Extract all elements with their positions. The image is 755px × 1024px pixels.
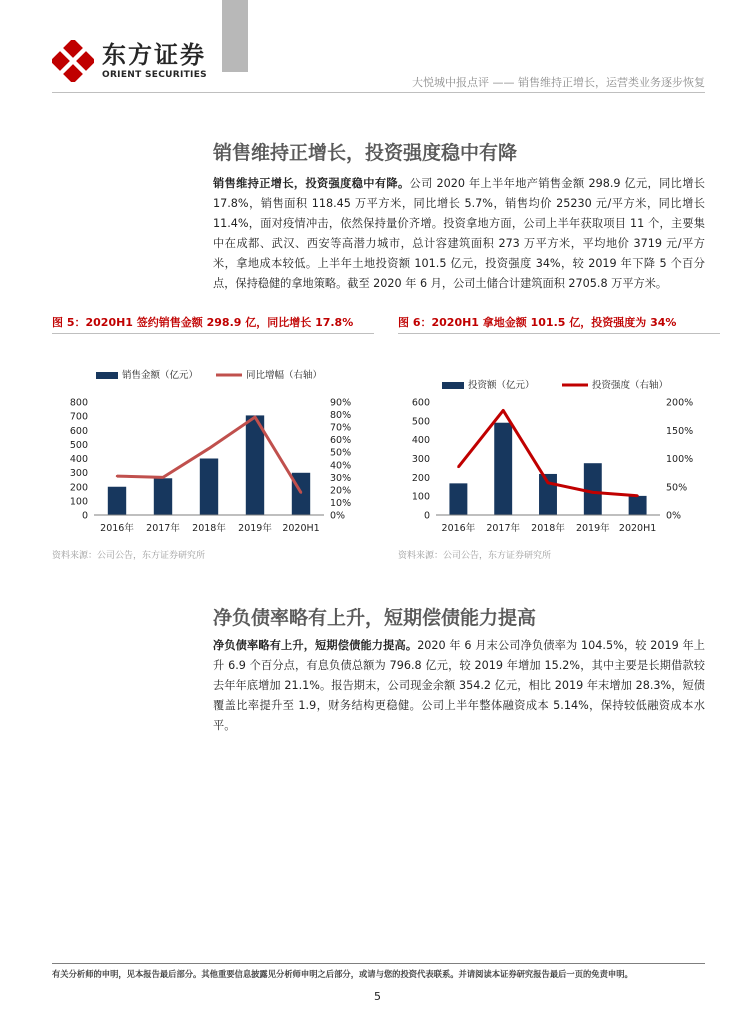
section-title-sales: 销售维持正增长，投资强度稳中有降 <box>213 142 518 164</box>
y-tick-label: 0 <box>423 510 430 522</box>
y-tick-label: 600 <box>69 425 88 437</box>
x-tick-label: 2018年 <box>531 523 565 534</box>
y2-tick-label: 60% <box>330 435 352 447</box>
footer-disclaimer: 有关分析师的申明，见本报告最后部分。其他重要信息披露见分析师申明之后部分，或请与您的投资代表联系。并请阅读本证券研究报告最后一页的免责申明。 <box>52 969 633 979</box>
y-tick-label: 100 <box>411 491 430 503</box>
y-tick-label: 500 <box>411 416 430 428</box>
header-accent-bar <box>222 0 248 72</box>
x-tick-label: 2017年 <box>486 523 521 534</box>
y2-tick-label: 20% <box>330 485 352 497</box>
page-number: 5 <box>374 990 381 1003</box>
y2-tick-label: 90% <box>330 397 352 409</box>
figure-6-source: 资料来源：公司公告，东方证券研究所 <box>398 551 552 561</box>
y-tick-label: 0 <box>81 510 88 522</box>
line-point <box>300 491 302 493</box>
bar <box>108 487 126 515</box>
footer-divider <box>52 963 705 964</box>
legend-line-label: 投资强度（右轴） <box>592 380 669 391</box>
x-tick-label: 2016年 <box>441 523 476 534</box>
report-running-title: 大悦城中报点评 —— 销售维持正增长，运营类业务逐步恢复 <box>412 76 705 89</box>
paragraph-debt <box>213 636 705 736</box>
y2-tick-label: 10% <box>330 497 352 509</box>
y-tick-label: 100 <box>69 496 88 508</box>
y-tick-label: 700 <box>69 411 88 423</box>
paragraph-debt-lead: 净负债率略有上升，短期偿债能力提高。 <box>213 639 418 652</box>
y-tick-label: 800 <box>69 397 88 409</box>
orient-logo-icon <box>52 40 94 82</box>
y-tick-label: 300 <box>411 454 430 465</box>
y2-tick-label: 40% <box>330 460 352 472</box>
line-point <box>457 466 459 468</box>
y2-tick-label: 30% <box>330 472 352 484</box>
y-tick-label: 300 <box>69 468 88 480</box>
x-tick-label: 2018年 <box>192 523 226 534</box>
line-point <box>547 482 549 484</box>
y-tick-label: 600 <box>411 397 430 409</box>
paragraph-debt-body: 2020 年 6 月末公司净负债率为 104.5%，较 2019 年上升 6.9 个百分点，有息负债总额为 796.8 亿元，较 2019 年增加 15.2%，其中主要是长期借款较去年年底增加 21.1%。报告期末，公司现金余额 354.2 亿元，相比 2019 年末增加 28.3%，短债覆盖比率提升至 1.9，财务结构更稳健。公司上半年整体融资成本 5.14%，保持较低融资成本水平。 <box>213 639 705 732</box>
x-tick-label: 2019年 <box>238 523 272 534</box>
bar <box>449 483 467 515</box>
figure-5-source: 资料来源：公司公告，东方证券研究所 <box>52 551 206 561</box>
brand-name-cn: 东方证券 <box>102 41 206 69</box>
y2-tick-label: 50% <box>330 447 352 459</box>
y-tick-label: 200 <box>411 472 430 484</box>
line-point <box>254 416 256 418</box>
line-point <box>208 447 210 449</box>
legend-bar-label: 投资额（亿元） <box>468 380 535 391</box>
y2-tick-label: 0% <box>330 510 346 522</box>
figure-6-caption: 图 6：2020H1 拿地金额 101.5 亿，投资强度为 34% <box>398 316 720 334</box>
y2-tick-label: 100% <box>666 454 694 465</box>
legend-bar-swatch <box>96 372 118 379</box>
line-point <box>592 491 594 493</box>
x-tick-label: 2020H1 <box>618 523 657 534</box>
x-tick-label: 2019年 <box>575 523 610 534</box>
line-point <box>162 476 164 478</box>
legend-line-label: 同比增幅（右轴） <box>246 370 323 381</box>
y-tick-label: 200 <box>69 482 88 494</box>
bar <box>494 423 512 515</box>
y2-tick-label: 150% <box>666 425 694 437</box>
bar <box>154 478 172 515</box>
figure-6 <box>398 316 720 561</box>
y2-tick-label: 50% <box>666 482 688 494</box>
chart-land-investment <box>398 334 705 544</box>
legend-bar-swatch <box>442 382 464 389</box>
y2-tick-label: 70% <box>330 422 352 434</box>
paragraph-sales-body: 公司 2020 年上半年地产销售金额 298.9 亿元，同比增长 17.8%，销售面积 118.45 万平方米，同比增长 5.7%，销售均价 25230 元/平方米，同比增长 11.4%，面对疫情冲击，依然保持量价齐增。投资拿地方面，公司上半年获取项目 11 个，主要集中在成都、武汉、西安等高潜力城市，总计容建筑面积 273 万平方米，平均地价 3719 元/平方米，拿地成本较低。上半年土地投资额 101.5 亿元，投资强度 34%，较 2019 年下降 5 个百分点，保持稳健的拿地策略。截至 2020 年 6 月，公司土储合计建筑面积 2705.8 万平方米。 <box>213 177 705 290</box>
x-tick-label: 2020H1 <box>282 523 320 534</box>
paragraph-sales <box>213 174 705 294</box>
bar <box>292 473 310 515</box>
header-divider <box>52 92 705 93</box>
y2-tick-label: 0% <box>666 510 682 522</box>
bar <box>200 459 218 516</box>
y-tick-label: 400 <box>69 454 88 465</box>
paragraph-sales-lead: 销售维持正增长，投资强度稳中有降。 <box>213 177 410 190</box>
y2-tick-label: 80% <box>330 410 352 422</box>
figure-5-caption: 图 5：2020H1 签约销售金额 298.9 亿，同比增长 17.8% <box>52 316 374 334</box>
brand-name-en: ORIENT SECURITIES <box>102 70 207 80</box>
figure-5 <box>52 316 374 561</box>
line-point <box>636 495 638 497</box>
chart-sales <box>52 334 374 544</box>
x-tick-label: 2017年 <box>146 523 180 534</box>
section-title-debt: 净负债率略有上升，短期偿债能力提高 <box>213 607 537 629</box>
line-point <box>502 409 504 411</box>
bar <box>584 463 602 515</box>
y2-tick-label: 200% <box>666 397 694 409</box>
y-tick-label: 400 <box>411 435 430 447</box>
brand-logo <box>52 40 207 82</box>
y-tick-label: 500 <box>69 439 88 451</box>
bar <box>629 496 647 515</box>
x-tick-label: 2016年 <box>100 523 134 534</box>
line-point <box>116 475 118 477</box>
legend-bar-label: 销售金额（亿元） <box>122 370 199 381</box>
